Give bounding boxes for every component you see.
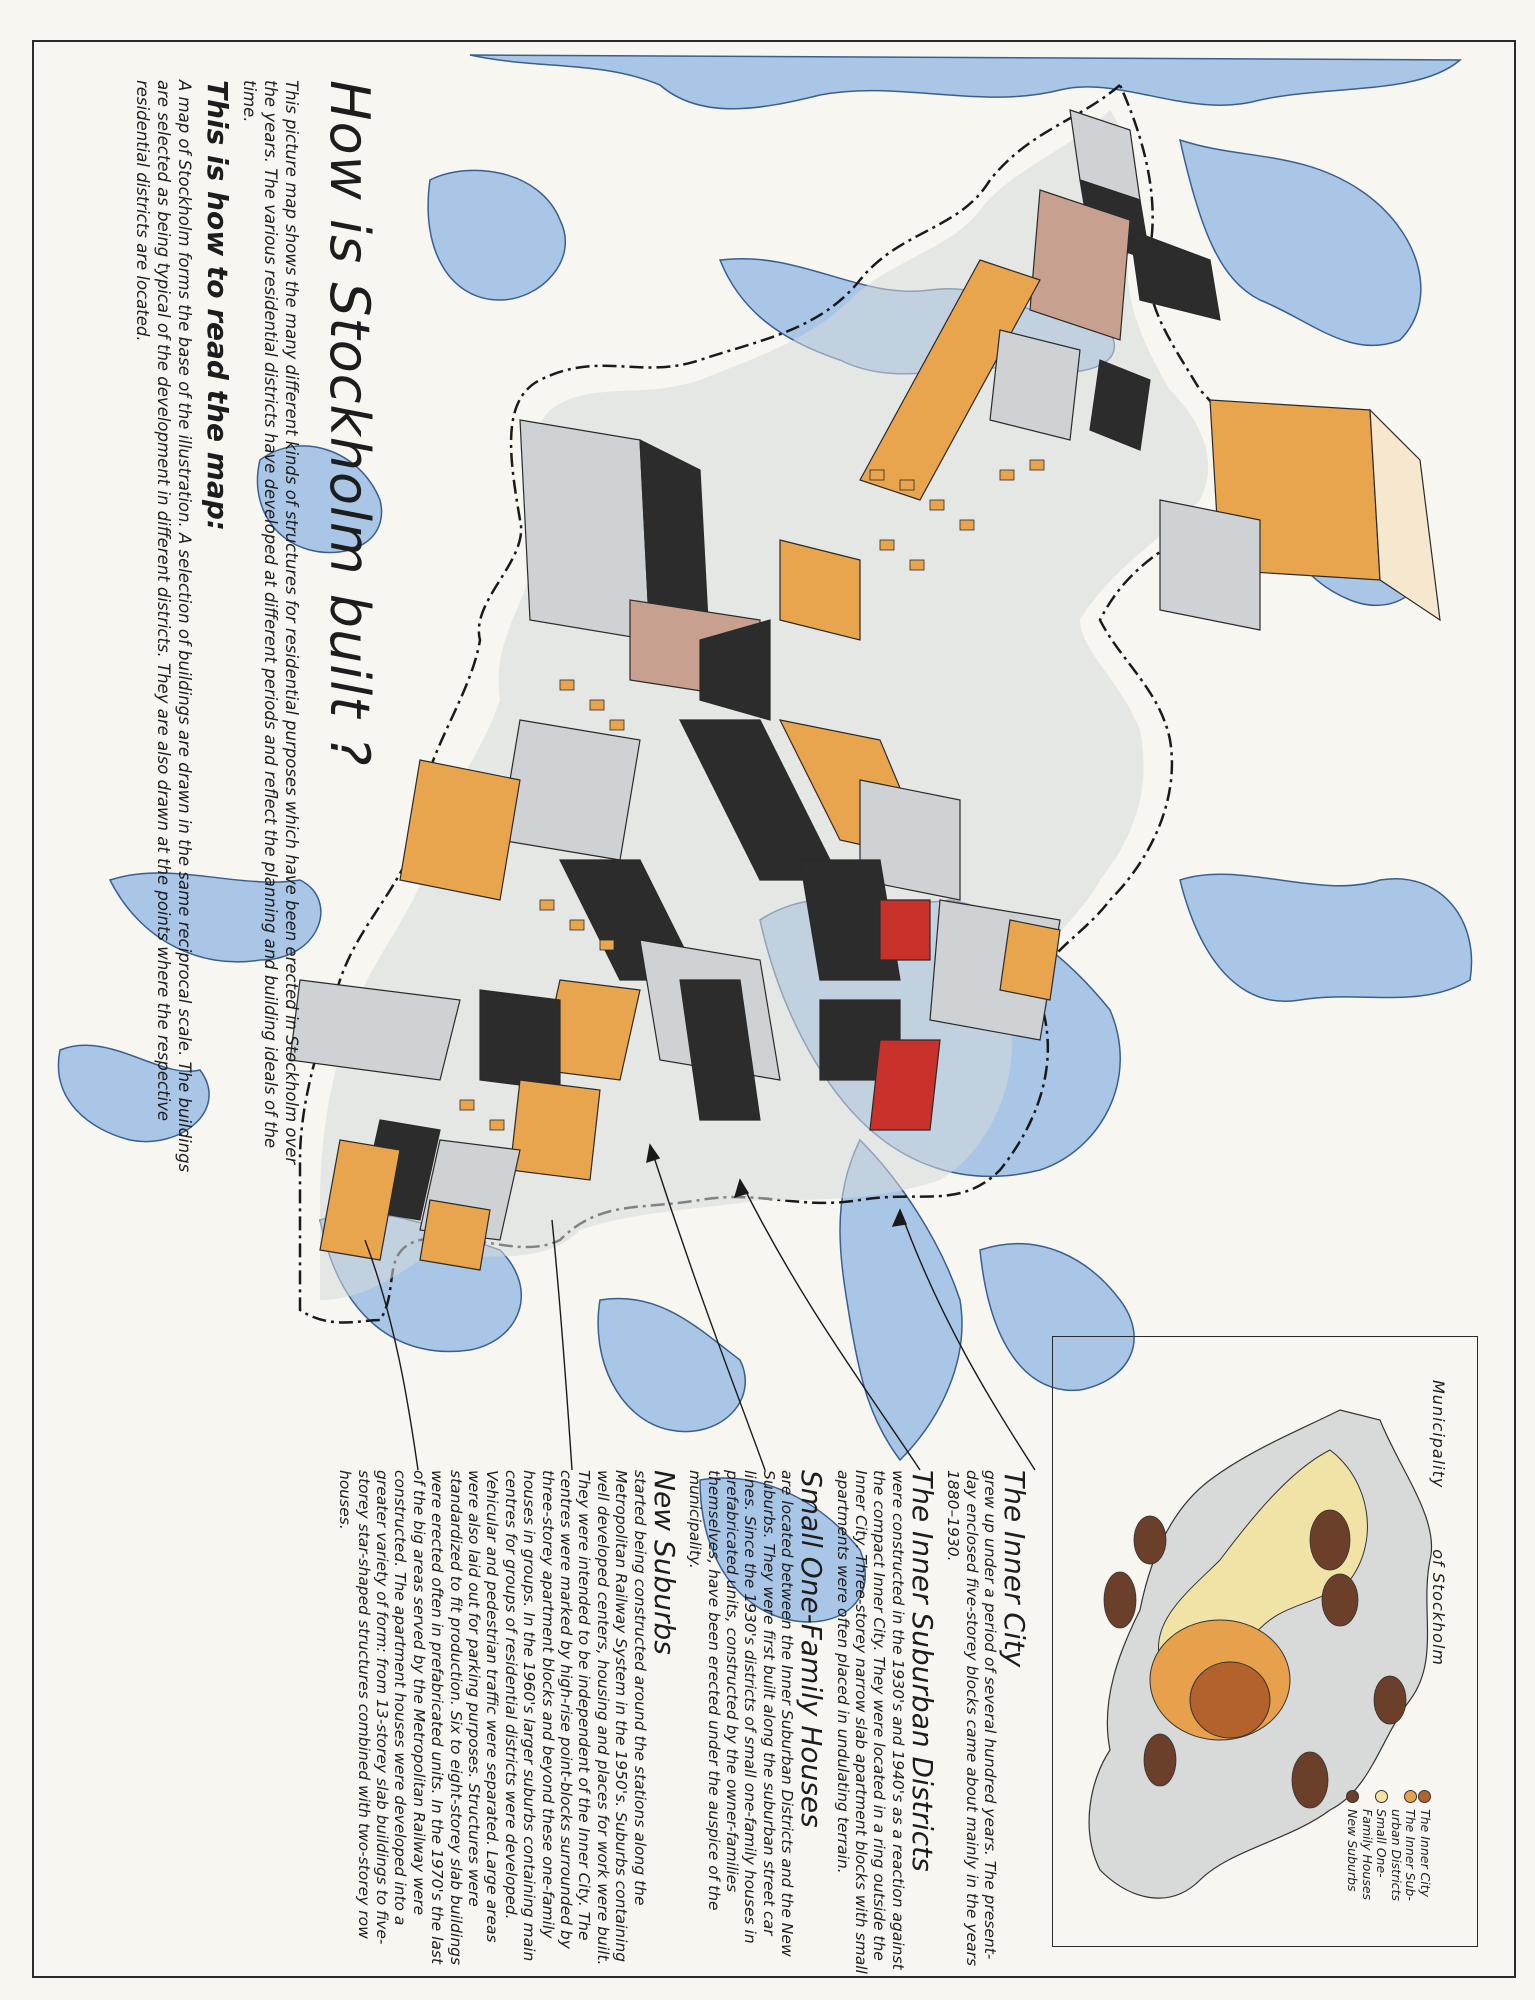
legend-swatch [1418,1790,1431,1803]
caption-body: grew up under a period of several hundred years. The present-day enclosed five-storey blocks came about mainly in the years 1880–1930. [944,1470,999,1967]
legend-item [1418,1790,1433,1960]
house [560,680,574,690]
caption-body: are located between the Inner Suburban Districts and the New Suburbs. They were first built along the suburban street car lines. Since the 1930's districts of small one-family houses in prefabricated units, constructed by the owner-families themselves, have been erected under the auspice of the municipality. [686,1470,797,1957]
building [420,1200,490,1270]
legend-item [1345,1790,1360,1960]
intro-paragraph: This picture map shows the many different kinds of structures for residential purposes which have been erected in Stockholm over the years. The various residential districts have developed at different periods and reflect the planning and building ideals of the time. [240,80,301,1165]
water-north [470,55,1460,109]
building [870,1040,940,1130]
inset-title: Municipality of Stockholm [1429,1380,1448,1666]
house [1030,460,1044,470]
building [880,900,930,960]
caption-panel [330,1470,1030,1980]
caption-inner-city [944,1470,1030,1980]
leader-new-suburbs-a [552,1220,572,1470]
caption-body: were constructed in the 1930's and 1940's as a reaction against the compact Inner City. They were located in a ring outside the Inner City. Three-storey narrow slab apartment blocks with small apartments were often placed in undulating terrain. [833,1470,907,1974]
house [590,700,604,710]
house [910,560,924,570]
building [480,990,560,1090]
house [540,900,554,910]
building [500,720,640,860]
water-west-lake [428,170,565,300]
legend-label: New Suburbs [1345,1809,1361,1892]
water-south-right [1180,874,1472,1001]
legend-swatch [1404,1790,1417,1803]
caption-title: The Inner City [998,1470,1031,1668]
caption-body: started being constructed around the stations along the Metropolitan Railway System in the 1950's. Suburbs containing well developed centers, housing and places for work were built. They were intended to be independent of the Inner City. The centres were marked by high-rise point-blocks surrounded by three-storey apartment blocks and beyond these one-family houses in groups. In the 1960's larger suburbs containing main centres for groups of residential districts were developed. Vehicular and pedestrian traffic were separated. Large areas were also laid out for parking purposes. Structures were standardized to fit production. Six to eight-storey slab buildings were erected often in prefabricated units. In the 1970's the last of the big areas served by the Metropolitan Railway were constructed. The apartment houses were developed into a greater variety of form: from 13-storey slab buildings to five-storey star-shaped structures combined with two-storey row houses. [336,1470,649,1966]
legend-label: Small One- [1374,1809,1390,1878]
legend-swatch [1375,1790,1388,1803]
caption-title: New Suburbs [647,1470,681,1655]
legend-swatch [1346,1790,1359,1803]
legend-label: urban Districts [1389,1809,1404,1901]
legend-label: The Inner City [1418,1809,1433,1898]
legend-label: Family Houses [1360,1809,1375,1901]
house [900,480,914,490]
inset-legend [1345,1790,1432,1960]
house [1000,470,1014,480]
house [460,1100,474,1110]
how-to-read-paragraph: A map of Stockholm forms the base of the illustration. A selection of buildings are drawn in the same reciprocal scale. The buildings are selected as being typical of the development in different districts. They are also drawn at the points where the respective residential districts are located. [133,80,194,1173]
building [1160,500,1260,630]
caption-title: Small One-Family Houses [795,1470,829,1828]
legend-item [1389,1790,1404,1960]
legend-label: The Inner Sub- [1403,1809,1419,1901]
house [610,720,624,730]
legend-item [1374,1790,1389,1960]
caption-title: The Inner Suburban Districts [905,1470,939,1872]
building [400,760,520,900]
house [930,500,944,510]
building [1130,230,1220,320]
caption-small-one-family-houses [686,1470,827,1980]
caption-new-suburbs [336,1470,680,1980]
house [960,520,974,530]
house [600,940,614,950]
building [510,1080,600,1180]
legend-item [1360,1790,1375,1960]
building [1000,920,1060,1000]
water-southeast [598,1298,745,1431]
legend-item [1403,1790,1418,1960]
house [570,920,584,930]
map-title: How is Stockholm built ? [318,80,381,767]
intro-panel [126,80,380,1180]
building [990,330,1080,440]
caption-inner-suburban-districts [833,1470,938,1980]
house [880,540,894,550]
house [490,1120,504,1130]
house [870,470,884,480]
how-to-read-heading: This is how to read the map: [201,80,234,532]
